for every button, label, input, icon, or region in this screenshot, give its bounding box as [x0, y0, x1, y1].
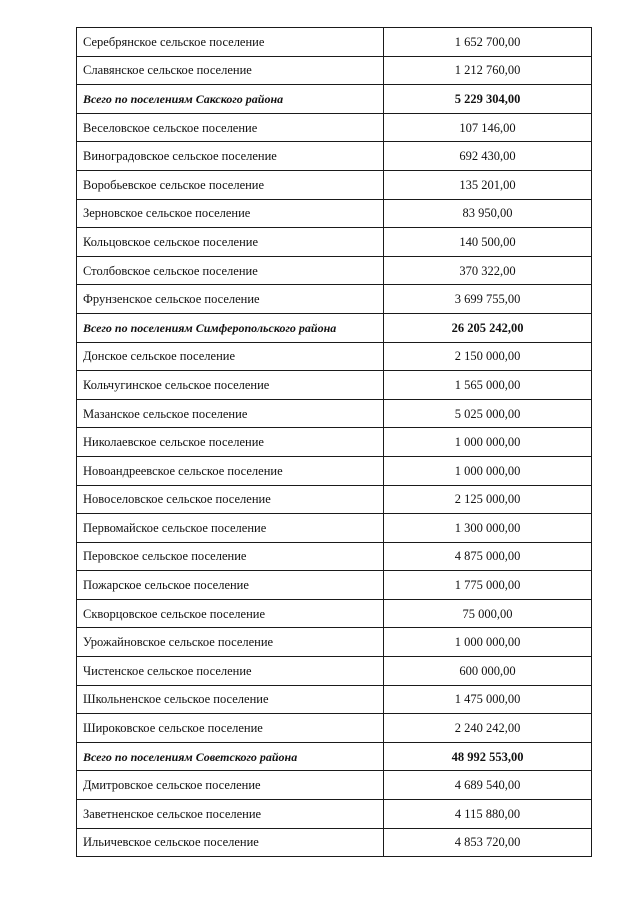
settlement-row: [77, 113, 592, 142]
settlement-amount: 1 775 000,00: [384, 571, 592, 600]
settlement-row: [77, 485, 592, 514]
settlement-name: Первомайское сельское поселение: [77, 514, 384, 543]
settlement-row: [77, 285, 592, 314]
settlement-amount: 2 150 000,00: [384, 342, 592, 371]
settlement-name: Дмитровское сельское поселение: [77, 771, 384, 800]
district-total-amount: 26 205 242,00: [384, 313, 592, 342]
settlement-row: [77, 456, 592, 485]
settlement-amount: 4 689 540,00: [384, 771, 592, 800]
settlement-row: [77, 428, 592, 457]
settlement-amount: 2 240 242,00: [384, 714, 592, 743]
settlement-amount: 1 000 000,00: [384, 428, 592, 457]
settlement-row: [77, 542, 592, 571]
settlement-amount: 3 699 755,00: [384, 285, 592, 314]
settlement-name: Донское сельское поселение: [77, 342, 384, 371]
settlement-row: [77, 56, 592, 85]
settlement-row: [77, 714, 592, 743]
district-total-label: Всего по поселениям Сакского района: [77, 85, 384, 114]
settlement-amount: 692 430,00: [384, 142, 592, 171]
settlement-amount: 4 115 880,00: [384, 800, 592, 829]
settlement-amount: 83 950,00: [384, 199, 592, 228]
settlement-row: [77, 771, 592, 800]
settlement-row: [77, 170, 592, 199]
settlement-name: Широковское сельское поселение: [77, 714, 384, 743]
settlement-row: [77, 399, 592, 428]
settlement-name: Урожайновское сельское поселение: [77, 628, 384, 657]
settlement-name: Кольчугинское сельское поселение: [77, 371, 384, 400]
settlement-row: [77, 628, 592, 657]
settlement-name: Славянское сельское поселение: [77, 56, 384, 85]
settlement-name: Веселовское сельское поселение: [77, 113, 384, 142]
settlement-name: Воробьевское сельское поселение: [77, 170, 384, 199]
settlement-amount: 1 475 000,00: [384, 685, 592, 714]
settlement-row: [77, 142, 592, 171]
settlement-amount: 75 000,00: [384, 599, 592, 628]
settlement-amount: 140 500,00: [384, 228, 592, 257]
settlement-name: Зерновское сельское поселение: [77, 199, 384, 228]
settlement-amount: 1 212 760,00: [384, 56, 592, 85]
settlement-amount: 135 201,00: [384, 170, 592, 199]
district-total-label: Всего по поселениям Симферопольского района: [77, 313, 384, 342]
district-total-label: Всего по поселениям Советского района: [77, 742, 384, 771]
settlement-row: [77, 800, 592, 829]
budget-table-body: [77, 28, 592, 857]
settlement-row: [77, 28, 592, 57]
settlement-name: Заветненское сельское поселение: [77, 800, 384, 829]
settlement-amount: 107 146,00: [384, 113, 592, 142]
settlement-amount: 5 025 000,00: [384, 399, 592, 428]
settlement-row: [77, 256, 592, 285]
settlement-name: Школьненское сельское поселение: [77, 685, 384, 714]
settlement-amount: 600 000,00: [384, 657, 592, 686]
settlement-amount: 4 875 000,00: [384, 542, 592, 571]
settlement-name: Мазанское сельское поселение: [77, 399, 384, 428]
settlement-amount: 1 652 700,00: [384, 28, 592, 57]
settlement-name: Скворцовское сельское поселение: [77, 599, 384, 628]
settlement-name: Новоандреевское сельское поселение: [77, 456, 384, 485]
settlement-amount: 4 853 720,00: [384, 828, 592, 857]
settlement-row: [77, 371, 592, 400]
settlement-name: Пожарское сельское поселение: [77, 571, 384, 600]
district-total-row: [77, 742, 592, 771]
settlement-row: [77, 657, 592, 686]
district-total-row: [77, 85, 592, 114]
settlement-name: Новоселовское сельское поселение: [77, 485, 384, 514]
district-total-amount: 5 229 304,00: [384, 85, 592, 114]
settlement-name: Столбовское сельское поселение: [77, 256, 384, 285]
settlement-row: [77, 342, 592, 371]
settlement-amount: 2 125 000,00: [384, 485, 592, 514]
settlement-amount: 1 300 000,00: [384, 514, 592, 543]
settlement-row: [77, 828, 592, 857]
settlement-row: [77, 514, 592, 543]
district-total-amount: 48 992 553,00: [384, 742, 592, 771]
settlement-row: [77, 228, 592, 257]
settlement-amount: 1 000 000,00: [384, 628, 592, 657]
settlement-name: Ильичевское сельское поселение: [77, 828, 384, 857]
budget-table: [76, 27, 592, 857]
settlement-name: Николаевское сельское поселение: [77, 428, 384, 457]
settlement-amount: 1 565 000,00: [384, 371, 592, 400]
settlement-row: [77, 199, 592, 228]
settlement-name: Кольцовское сельское поселение: [77, 228, 384, 257]
settlement-row: [77, 571, 592, 600]
settlement-name: Серебрянское сельское поселение: [77, 28, 384, 57]
settlement-amount: 1 000 000,00: [384, 456, 592, 485]
settlement-amount: 370 322,00: [384, 256, 592, 285]
settlement-row: [77, 599, 592, 628]
settlement-name: Перовское сельское поселение: [77, 542, 384, 571]
settlement-name: Фрунзенское сельское поселение: [77, 285, 384, 314]
district-total-row: [77, 313, 592, 342]
settlement-name: Виноградовское сельское поселение: [77, 142, 384, 171]
settlement-row: [77, 685, 592, 714]
settlement-name: Чистенское сельское поселение: [77, 657, 384, 686]
